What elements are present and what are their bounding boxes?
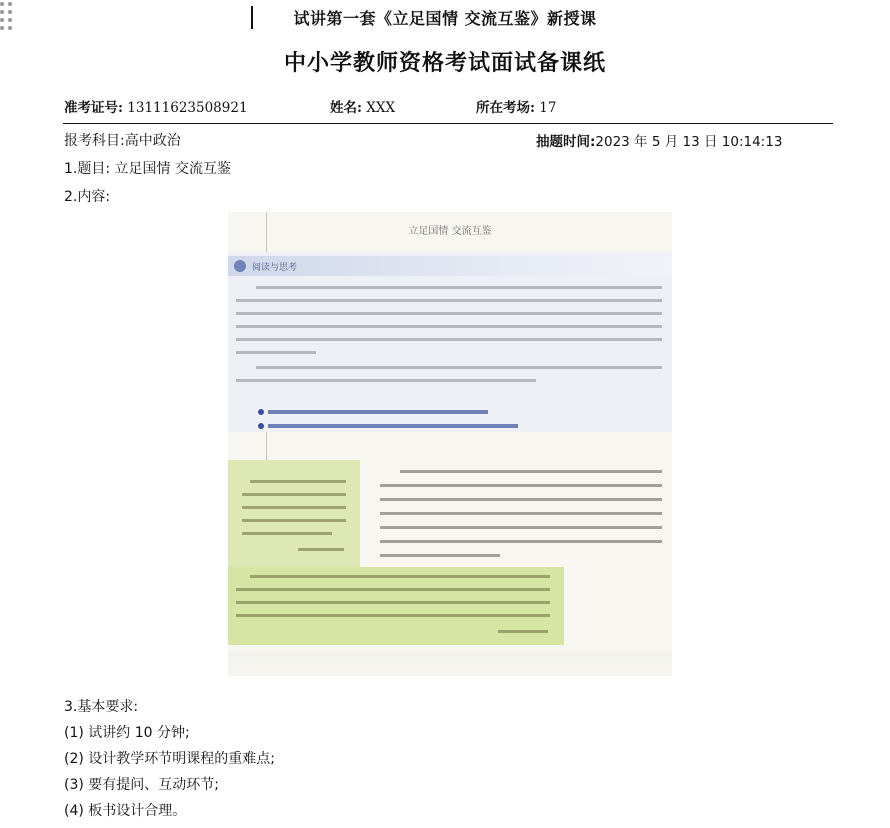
question-bullet [258,409,264,415]
quote-line [242,506,346,509]
quote-line [236,614,550,617]
header-divider [63,123,833,124]
content-label: 2.内容: [64,189,111,205]
text-line [256,286,662,289]
reading-section-label: 阅读与思考 [252,263,298,273]
quote-line [236,588,550,591]
body-line [400,470,662,473]
text-line [236,312,662,315]
exam-room-value: 17 [539,100,557,116]
candidate-name-value: XXX [366,100,396,116]
quote-line [298,548,344,551]
question-line [268,424,518,428]
quote-line [236,601,550,604]
body-line [380,554,500,557]
document-subtitle: 试讲第一套《立足国情 交流互鉴》新授课 [293,9,597,28]
draw-time [536,130,782,150]
text-line [236,379,536,382]
question-line [268,410,488,414]
draw-time-value: 2023 年 5 月 13 日 10:14:13 [595,134,783,150]
exam-number-label: 准考证号: [64,100,123,116]
quote-line [242,519,346,522]
body-line [380,526,662,529]
exam-number-value: 13111623508921 [127,100,248,116]
body-line [380,512,662,515]
quote-box-deng [228,567,564,645]
text-line [236,299,662,302]
textbook-heading: 立足国情 交流互鉴 [408,226,492,237]
document-title: 中小学教师资格考试面试备课纸 [283,50,606,76]
reading-icon [234,260,246,272]
textbook-page-image [228,212,672,676]
requirements-heading: 3.基本要求: [64,699,139,715]
question-bullet [258,423,264,429]
subject-line [64,130,181,150]
quote-box-mao [228,460,360,570]
candidate-name-label: 姓名: [330,100,362,116]
candidate-name [330,96,395,116]
exam-room-label: 所在考场: [476,100,535,116]
subject-value: 高中政治 [124,133,181,149]
draw-time-label: 抽题时间: [536,134,596,150]
text-line [236,351,316,354]
quote-line [250,480,346,483]
quote-line [250,575,550,578]
exam-room [476,96,556,116]
body-line [380,498,662,501]
text-line [236,325,662,328]
requirement-item-2: (2) 设计教学环节明课程的重难点; [64,751,275,767]
exam-number [64,96,248,116]
body-line [380,484,662,487]
requirement-item-4: (4) 板书设计合理。 [64,803,187,819]
subject-label: 报考科目: [64,133,125,149]
reading-box [228,252,672,432]
text-line [236,338,662,341]
page-bottom-fade [228,652,672,676]
quote-line [498,630,548,633]
quote-line [242,532,332,535]
body-line [380,540,662,543]
topic-line: 1.题目: 立足国情 交流互鉴 [64,161,231,177]
text-line [256,366,662,369]
quote-line [242,493,346,496]
requirement-item-1: (1) 试讲约 10 分钟; [64,725,190,741]
requirement-item-3: (3) 要有提问、互动环节; [64,777,219,793]
